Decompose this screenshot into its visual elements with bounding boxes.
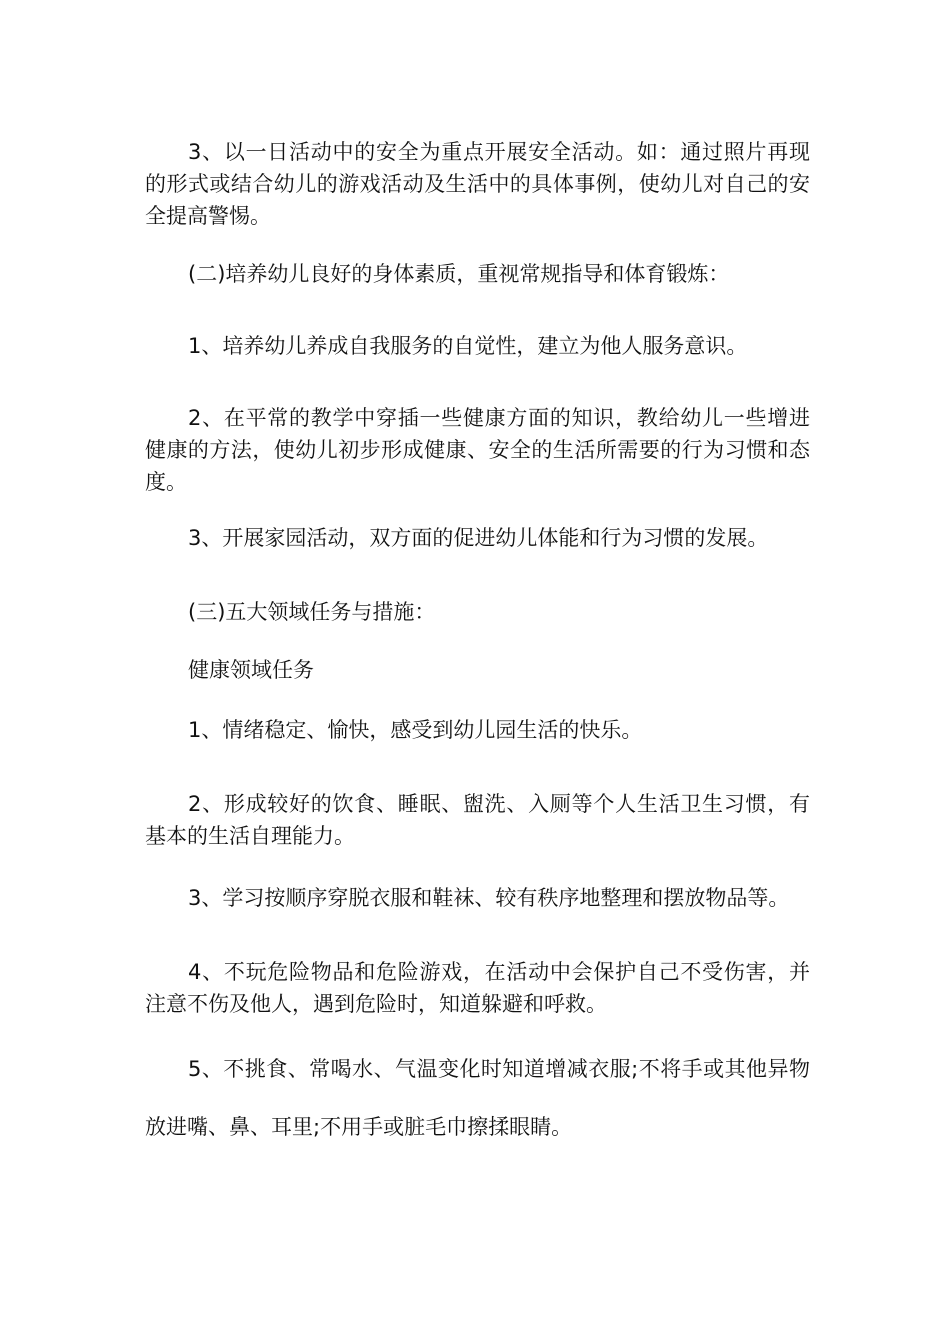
heading-physical-quality: (二)培养幼儿良好的身体素质，重视常规指导和体育锻炼： <box>188 262 730 286</box>
paragraph-health-knowledge: 2、在平常的教学中穿插一些健康方面的知识，教给幼儿一些增进健康的方法，使幼儿初步形成健康、安全的生活所需要的行为习惯和态度。 <box>145 406 810 494</box>
heading-health-domain-tasks: 健康领域任务 <box>188 658 314 682</box>
paragraph-safety-activities: 3、以一日活动中的安全为重点开展安全活动。如：通过照片再现的形式或结合幼儿的游戏活动及生活中的具体事例，使幼儿对自己的安全提高警惕。 <box>145 140 810 228</box>
list-item-health-task-2: 2、形成较好的饮食、睡眠、盥洗、入厕等个人生活卫生习惯，有基本的生活自理能力。 <box>145 792 810 848</box>
list-item-health-task-1: 1、情绪稳定、愉快，感受到幼儿园生活的快乐。 <box>188 718 643 742</box>
paragraph-self-service: 1、培养幼儿养成自我服务的自觉性，建立为他人服务意识。 <box>188 334 748 358</box>
heading-five-domains: (三)五大领域任务与措施： <box>188 600 436 624</box>
list-item-health-task-4: 4、不玩危险物品和危险游戏，在活动中会保护自己不受伤害，并注意不伤及他人，遇到危险时，知道躲避和呼救。 <box>145 960 810 1016</box>
list-item-health-task-3: 3、学习按顺序穿脱衣服和鞋袜、较有秩序地整理和摆放物品等。 <box>188 886 790 910</box>
paragraph-home-school-activities: 3、开展家园活动，双方面的促进幼儿体能和行为习惯的发展。 <box>188 526 769 550</box>
list-item-health-task-5: 5、不挑食、常喝水、气温变化时知道增减衣服;不将手或其他异物放进嘴、鼻、耳里;不用手或脏毛巾擦揉眼睛。 <box>145 1057 810 1139</box>
